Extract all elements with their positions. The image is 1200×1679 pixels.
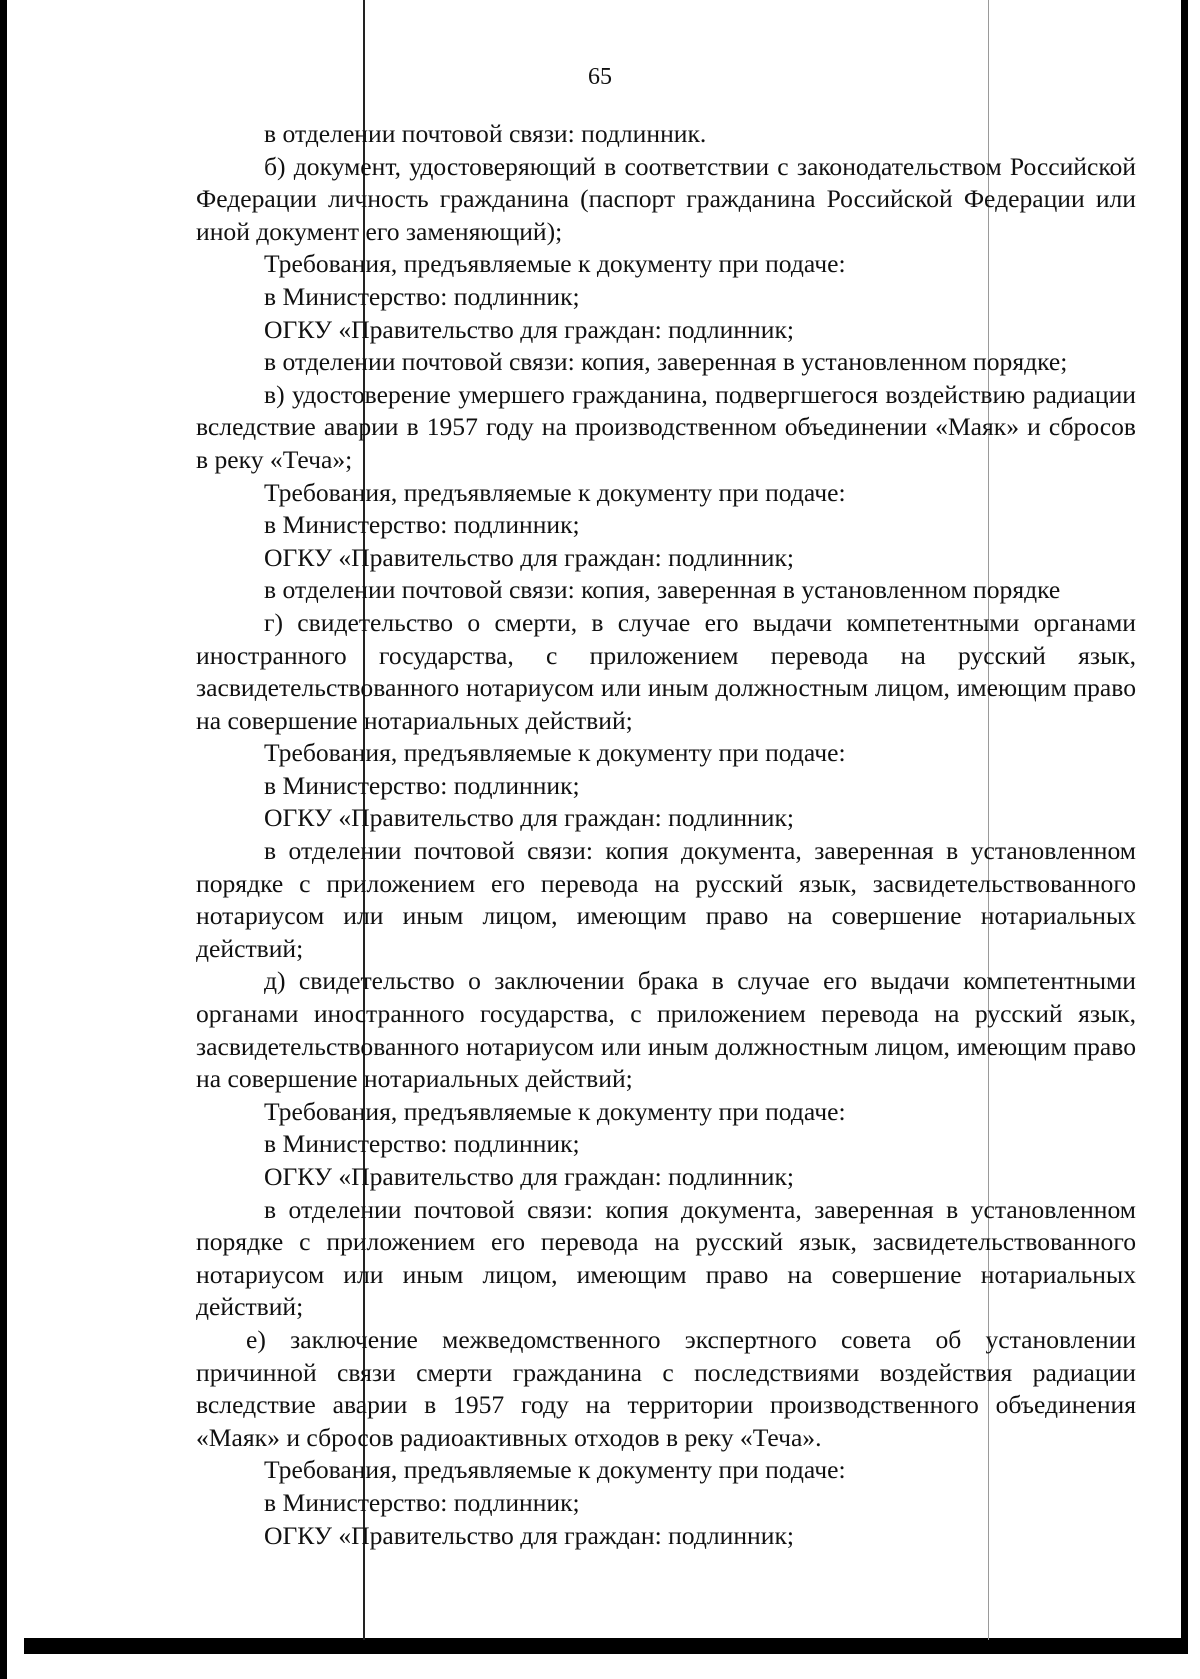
paragraph: б) документ, удостоверяющий в соответствии с законодательством Российской Федерации личность гражданина (паспорт гражданина Российской Федерации или иной документ его заменяющий); xyxy=(196,151,1136,246)
paragraph: в отделении почтовой связи: копия документа, заверенная в установленном порядке с приложением его перевода на русский язык, засвидетельствованного нотариусом или иным лицом, имеющим право на совершение нотариальных действий; xyxy=(196,1194,1136,1322)
page-number: 65 xyxy=(588,64,612,90)
paragraph: Требования, предъявляемые к документу при подаче: xyxy=(264,1096,846,1126)
paragraph: Требования, предъявляемые к документу при подаче: xyxy=(264,1455,846,1485)
paragraph: в отделении почтовой связи: копия, заверенная в установленном порядке xyxy=(264,575,1061,605)
scan-edge-left xyxy=(0,0,7,1679)
scan-edge-right xyxy=(1181,0,1188,1652)
paragraph: ОГКУ «Правительство для граждан: подлинник; xyxy=(264,314,794,344)
paragraph: в Министерство: подлинник; xyxy=(264,1487,580,1517)
paragraph: ОГКУ «Правительство для граждан: подлинник; xyxy=(264,1520,794,1550)
paragraph: в) удостоверение умершего гражданина, подвергшегося воздействию радиации вследствие аварии в 1957 году на производственном объединении «Маяк» и сбросов в реку «Теча»; xyxy=(196,379,1136,474)
paragraph: ОГКУ «Правительство для граждан: подлинник; xyxy=(264,542,794,572)
paragraph: в Министерство: подлинник; xyxy=(264,770,580,800)
paragraph: д) свидетельство о заключении брака в случае его выдачи компетентными органами иностранного государства, с приложением перевода на русский язык, засвидетельствованного нотариусом или иным должностным лицом, имеющим право на совершение нотариальных действий; xyxy=(196,966,1136,1094)
paragraph: в отделении почтовой связи: копия, заверенная в установленном порядке; xyxy=(264,347,1068,377)
paragraph: е) заключение межведомственного экспертного совета об установлении причинной связи смерти гражданина с последствиями воздействия радиации вследствие аварии в 1957 году на территории производственного объединения «Маяк» и сбросов радиоактивных отходов в реку «Теча». xyxy=(196,1324,1136,1452)
paragraph: Требования, предъявляемые к документу при подаче: xyxy=(264,738,846,768)
scan-edge-bottom xyxy=(24,1638,1188,1654)
paragraph: в Министерство: подлинник; xyxy=(264,510,580,540)
paragraph: г) свидетельство о смерти, в случае его выдачи компетентными органами иностранного государства, с приложением перевода на русский язык, засвидетельствованного нотариусом или иным должностным лицом, имеющим право на совершение нотариальных действий; xyxy=(196,607,1136,735)
document-body xyxy=(196,118,1136,1552)
paragraph: в отделении почтовой связи: подлинник. xyxy=(264,119,707,148)
paragraph: в отделении почтовой связи: копия документа, заверенная в установленном порядке с приложением его перевода на русский язык, засвидетельствованного нотариусом или иным лицом, имеющим право на совершение нотариальных действий; xyxy=(196,836,1136,963)
paragraph: ОГКУ «Правительство для граждан: подлинник; xyxy=(264,803,794,833)
paragraph: в Министерство: подлинник; xyxy=(264,281,580,311)
paragraph: ОГКУ «Правительство для граждан: подлинник; xyxy=(264,1162,794,1191)
paragraph: Требования, предъявляемые к документу при подаче: xyxy=(264,477,846,507)
paragraph: Требования, предъявляемые к документу при подаче: xyxy=(264,249,846,279)
paragraph: в Министерство: подлинник; xyxy=(264,1129,580,1159)
